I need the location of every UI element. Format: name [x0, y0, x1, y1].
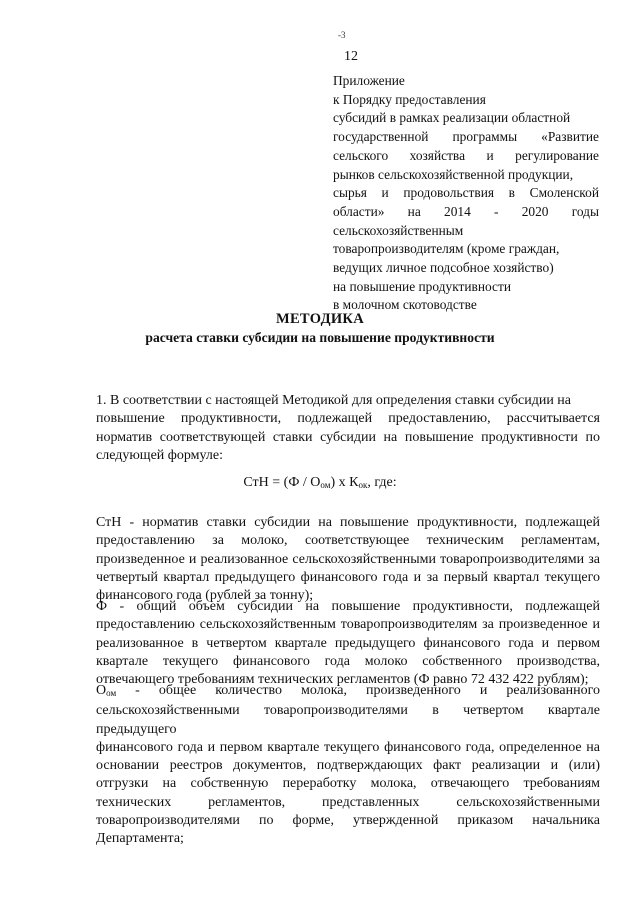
om-symbol: О [96, 683, 107, 698]
om-symbol-sub: ом [106, 688, 117, 698]
paragraph-line: отвечающего требованиям технических регламентов (Ф равно 72 432 422 рублям); [96, 672, 589, 688]
appendix-line: ведущих личное подсобное хозяйство) [333, 260, 554, 276]
definition-om [96, 682, 600, 849]
paragraph-1 [96, 392, 600, 465]
paragraph-line: повышение продуктивности, подлежащей предоставлению, рассчитывается [96, 411, 600, 427]
appendix-line: государственной программы «Развитие [333, 129, 599, 145]
paragraph-line: произведенное и реализованное сельскохозяйственными товаропроизводителями за [96, 551, 600, 567]
document-title: МЕТОДИКА [275, 311, 365, 327]
appendix-line: Приложение [333, 73, 405, 88]
formula-mid: ) x К [330, 475, 359, 490]
paragraph-line: реализованное в четвертом квартале предыдущего финансового года и первом [96, 635, 600, 651]
appendix-line: субсидий в рамках реализации областной [333, 110, 571, 126]
appendix-block [333, 72, 599, 315]
page-mark: -3 [338, 30, 346, 40]
appendix-line: сырья и продовольствия в Смоленской [333, 185, 599, 201]
appendix-line: сельского хозяйства и регулирование [333, 147, 599, 163]
appendix-line: области» на 2014 - 2020 годы [333, 203, 599, 219]
paragraph-line: предоставлению за молоко, соответствующее техническим регламентам, [96, 533, 600, 549]
paragraph-line: четвертый квартал предыдущего финансового года и за первый квартал текущего [96, 569, 600, 585]
formula-rhs: , где: [367, 475, 397, 490]
paragraph-line: финансового года (рублей за тонну); [96, 588, 314, 604]
document-subtitle: расчета ставки субсидии на повышение продуктивности [145, 330, 495, 345]
definition-stn [96, 514, 600, 605]
formula-sub-ok: ок [358, 480, 368, 490]
appendix-line: рынков сельскохозяйственной продукции, [333, 166, 574, 182]
appendix-line: в молочном скотоводстве [333, 297, 477, 313]
paragraph-line: технических регламентов, представленных сельскохозяйственными [96, 794, 600, 810]
formula-sub-om: ом [320, 480, 331, 490]
paragraph-line: Ф - общий объем субсидии на повышение продуктивности, подлежащей [96, 599, 600, 614]
paragraph-line: Департамента; [96, 831, 184, 847]
appendix-line: к Порядку предоставления [333, 91, 486, 107]
paragraph-line: отгрузки на собственную переработку молока, отвечающего требованиям [96, 776, 600, 792]
paragraph-line: финансового года и первом квартале текущего финансового года, определенное на [96, 739, 600, 755]
paragraph-line: норматив соответствующей ставки субсидии на повышение продуктивности по [96, 429, 600, 445]
appendix-line: сельскохозяйственным [333, 222, 464, 238]
paragraph-line: предоставлению сельскохозяйственным товаропроизводителям за произведенное и [96, 617, 600, 633]
paragraph-line: квартале текущего финансового года молоко собственного производства, [96, 653, 600, 669]
paragraph-line: основании реестров документов, подтверждающих факт реализации и (или) [96, 758, 600, 774]
appendix-line: товаропроизводителям (кроме граждан, [333, 241, 560, 257]
paragraph-line: сельскохозяйственными товаропроизводителями в четвертом квартале предыдущего [96, 703, 600, 737]
page-number: 12 [344, 49, 358, 64]
definition-f [96, 598, 600, 689]
formula [0, 475, 640, 491]
paragraph-line [96, 682, 600, 702]
paragraph-line: товаропроизводителями по форме, утвержденной приказом начальника [96, 813, 600, 829]
paragraph-line: следующей формуле: [96, 447, 223, 463]
formula-lhs: СтН = (Ф / О [243, 475, 321, 490]
appendix-line: на повышение продуктивности [333, 278, 512, 294]
paragraph-line: 1. В соответствии с настоящей Методикой для определения ставки субсидии на [96, 393, 572, 408]
om-first-line: - общее количество молока, произведенного и реализованного [116, 683, 600, 698]
paragraph-line: СтН - норматив ставки субсидии на повышение продуктивности, подлежащей [96, 515, 600, 530]
